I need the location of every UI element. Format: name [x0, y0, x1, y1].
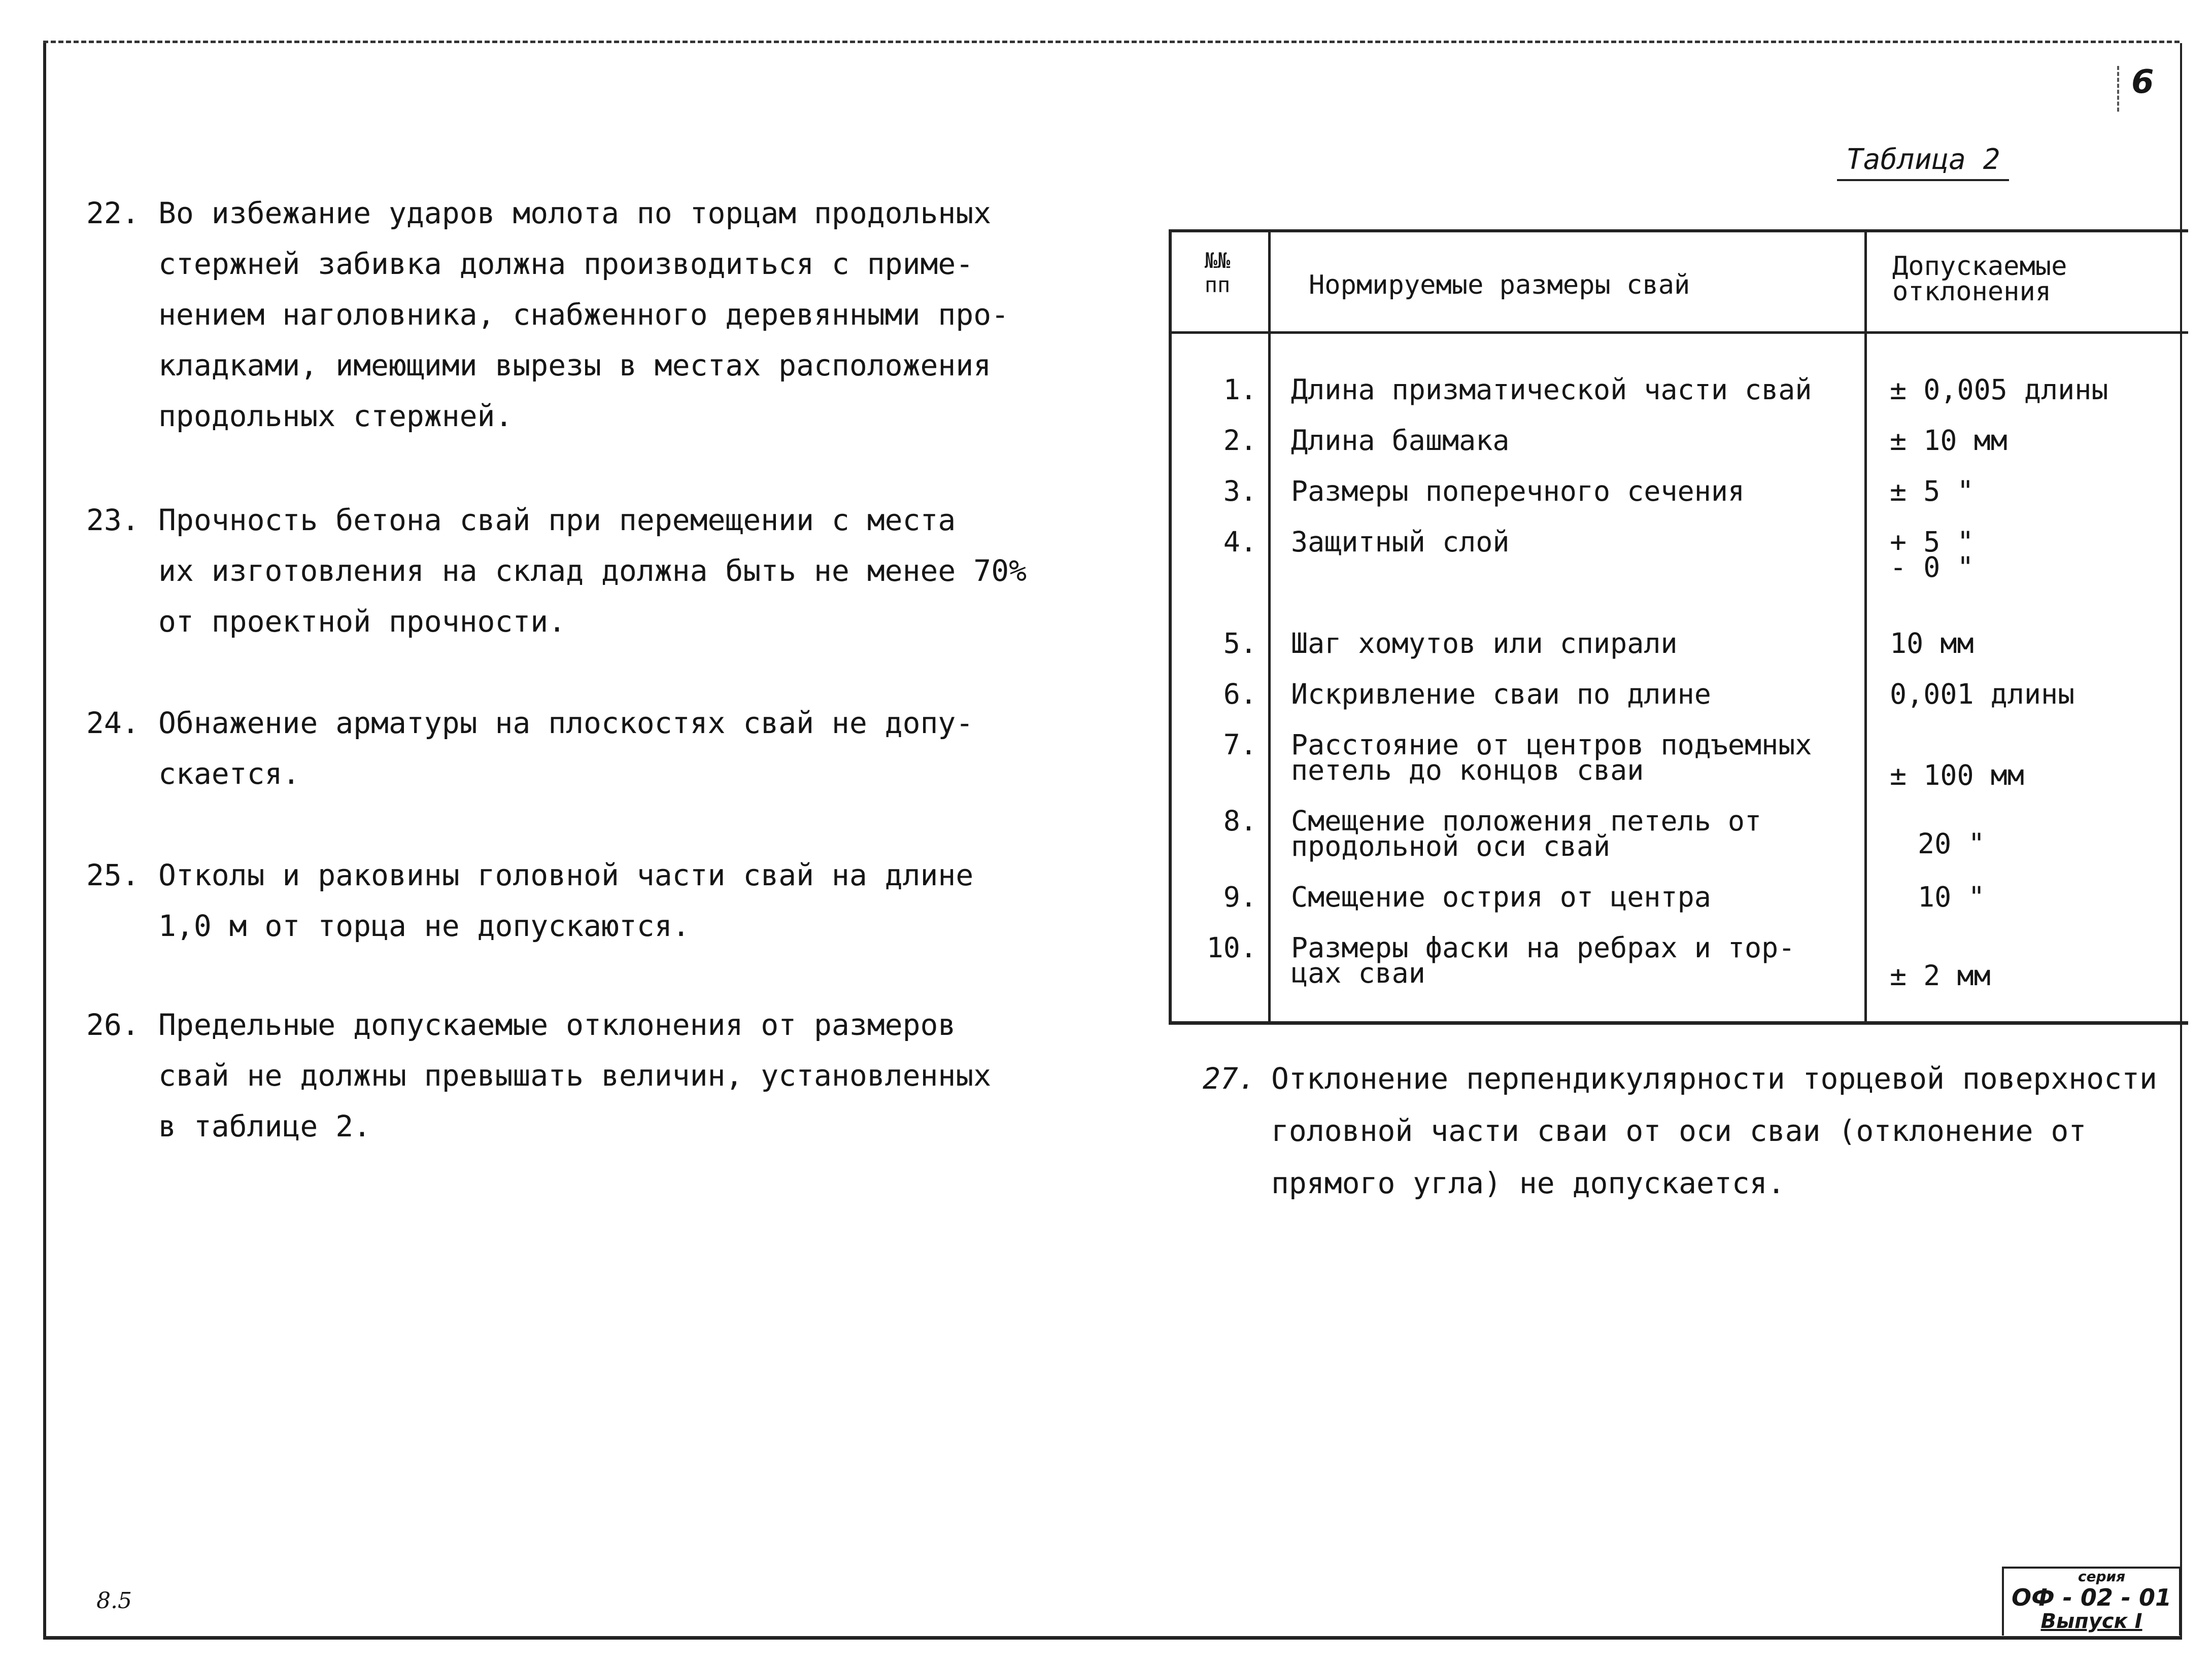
paragraph-text: Отколы и раковины головной части свай на длине 1,0 м от торца не допускаются.: [158, 858, 974, 943]
table-column-divider: [1864, 232, 1867, 1021]
row-tolerance: ± 100 мм: [1890, 759, 2024, 791]
row-tolerance: 10 мм: [1890, 627, 1974, 660]
page-frame-top: [43, 41, 2180, 43]
table-column-divider: [1268, 232, 1271, 1021]
page-number: 6: [2131, 63, 2154, 101]
row-number: 10.: [1206, 931, 1257, 964]
paragraph-25: [86, 850, 1050, 961]
row-name: Расстояние от центров подъемных петель до концов сваи: [1291, 728, 1812, 786]
table-header-tolerance: Допускаемые отклонения: [1892, 251, 2067, 307]
paragraph-23: [86, 495, 1050, 657]
stamp-label: серия: [2078, 1568, 2126, 1585]
row-number: 3.: [1223, 475, 1257, 507]
stamp-issue: Выпуск I: [2040, 1610, 2142, 1633]
paragraph-number: 24.: [86, 706, 140, 740]
table-caption: Таблица 2: [1837, 143, 2009, 181]
paragraph-22: [86, 188, 1050, 452]
row-name: Размеры поперечного сечения: [1291, 475, 1745, 507]
row-name: Длина призматической части свай: [1291, 373, 1812, 406]
row-tolerance: ± 10 мм: [1890, 424, 2007, 457]
paragraph-number: 27.: [1203, 1061, 1256, 1096]
footer-code: 8.5: [96, 1588, 132, 1614]
paragraph-number: 25.: [86, 858, 140, 892]
paragraph-number: 23.: [86, 503, 140, 537]
row-name: Размеры фаски на ребрах и тор- цах сваи: [1291, 931, 1795, 989]
row-tolerance: 0,001 длины: [1890, 678, 2075, 710]
paragraph-number: 26.: [86, 1008, 140, 1042]
row-number: 7.: [1223, 728, 1257, 761]
paragraph-text: Прочность бетона свай при перемещении с места их изготовления на склад должна быть не менее 70% от проектной прочности.: [158, 503, 1027, 639]
row-number: 6.: [1223, 678, 1257, 710]
paragraph-text: Обнажение арматуры на плоскостях свай не допу- скается.: [158, 706, 974, 791]
row-number: 8.: [1223, 805, 1257, 837]
paragraph-26: [86, 999, 1050, 1162]
row-number: 4.: [1223, 526, 1257, 558]
series-stamp: [2002, 1567, 2181, 1636]
paragraph-text: Во избежание ударов молота по торцам продольных стержней забивка должна производиться с приме- нением наголовника, снабженного деревянными про- кладками, имеющими вырезы в местах расположения продольных стержней.: [158, 196, 1009, 433]
paragraph-24: [86, 698, 1050, 809]
row-name: Шаг хомутов или спирали: [1291, 627, 1678, 660]
row-number: 2.: [1223, 424, 1257, 457]
table-header-name: Нормируемые размеры свай: [1309, 270, 1690, 300]
paragraph-text: Предельные допускаемые отклонения от размеров свай не должны превышать величин, установленных в таблице 2.: [158, 1008, 992, 1143]
row-name: Защитный слой: [1291, 526, 1510, 558]
paragraph-number: 22.: [86, 196, 140, 230]
row-tolerance: 20 ": [1918, 827, 1985, 860]
row-tolerance: 10 ": [1918, 881, 1985, 913]
row-number: 1.: [1223, 373, 1257, 406]
paragraph-text: Отклонение перпендикулярности торцевой поверхности головной части сваи от оси сваи (отклонение от прямого угла) не допускается.: [1271, 1061, 2157, 1200]
row-number: 5.: [1223, 627, 1257, 660]
page-number-divider: [2117, 66, 2119, 112]
stamp-series: ОФ - 02 - 01: [2012, 1584, 2171, 1611]
row-name: Длина башмака: [1291, 424, 1510, 457]
table-header-divider: [1172, 331, 2188, 334]
row-tolerance: + 5 " - 0 ": [1890, 526, 1974, 583]
tolerance-table: [1169, 229, 2188, 1025]
paragraph-27: [1203, 1053, 2167, 1215]
row-tolerance: ± 2 мм: [1890, 959, 1991, 992]
row-tolerance: ± 0,005 длины: [1890, 373, 2108, 406]
table-header-number: №№ пп: [1204, 248, 1231, 297]
row-tolerance: ± 5 ": [1890, 475, 1974, 507]
row-name: Смещение положения петель от продольной оси свай: [1291, 805, 1762, 862]
row-name: Смещение острия от центра: [1291, 881, 1711, 913]
row-number: 9.: [1223, 881, 1257, 913]
row-name: Искривление сваи по длине: [1291, 678, 1711, 710]
